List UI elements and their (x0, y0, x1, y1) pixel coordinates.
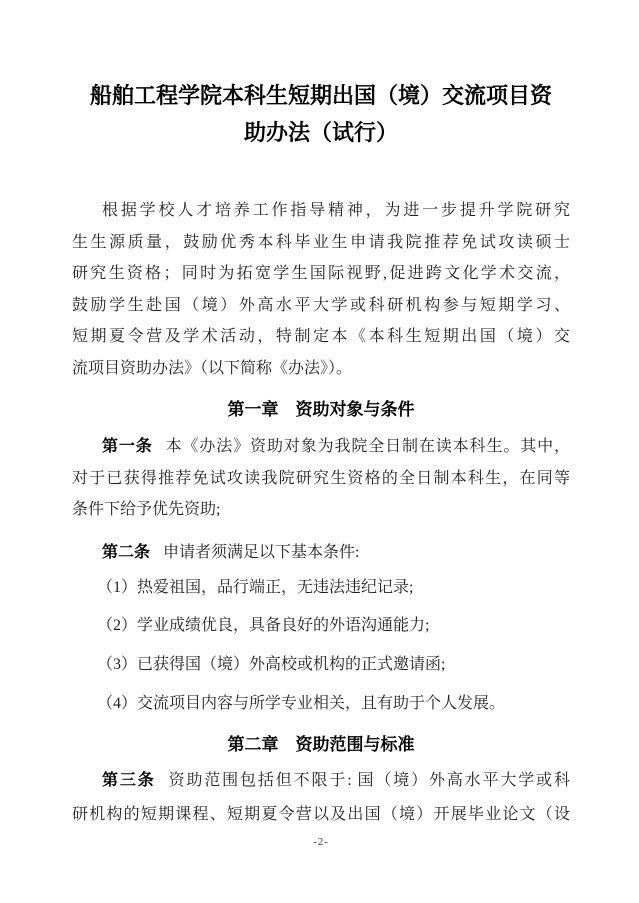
intro-line: 鼓励学生赴国（境）外高水平大学或科研机构参与短期学习、 (72, 296, 570, 314)
condition-item-3: （3）已获得国（境）外高校或机构的正式邀请函; (97, 656, 446, 674)
document-title-line-2: 助办法（试行） (243, 120, 398, 145)
chapter-1-heading: 第一章 资助对象与条件 (227, 399, 415, 419)
intro-line: 流项目资助办法》（以下简称《办法》）。 (72, 359, 353, 377)
article-2-label: 第二条 (102, 543, 151, 561)
chapter-2-heading: 第二章 资助范围与标准 (227, 734, 415, 754)
article-2-paragraph (72, 537, 570, 569)
condition-item-2: （2）学业成绩优良，具备良好的外语沟通能力; (97, 617, 430, 635)
article-1-label: 第一条 (102, 438, 153, 456)
intro-line: 根据学校人才培养工作指导精神，为进一步提升学院研究 (102, 202, 570, 219)
article-3-label: 第三条 (102, 772, 156, 790)
intro-line: 短期夏令营及学术活动，特制定本《本科生短期出国（境）交 (72, 328, 570, 346)
article-1-paragraph (72, 431, 570, 526)
article-1-line: 条件下给予优先资助; (72, 501, 221, 519)
article-3-paragraph (72, 764, 570, 832)
intro-line: 生生源质量，鼓励优秀本科毕业生申请我院推荐免试攻读硕士 (72, 233, 570, 251)
page-number: -2- (313, 836, 329, 849)
article-1-line (72, 431, 570, 463)
article-1-text: 本《办法》资助对象为我院全日制在读本科生。其中， (165, 438, 570, 456)
article-2-line (72, 537, 570, 569)
article-2-text: 申请者须满足以下基本条件: (163, 543, 360, 561)
condition-item-1: （1）热爱祖国，品行端正，无违法违纪记录; (97, 578, 414, 596)
intro-paragraph (72, 195, 570, 385)
condition-item-4: （4）交流项目内容与所学专业相关，且有助于个人发展。 (97, 694, 506, 712)
article-1-line: 对于已获得推荐免试攻读我院研究生资格的全日制本科生，在同等 (72, 469, 570, 487)
article-2-item-list (72, 569, 570, 724)
document-title (58, 77, 584, 151)
document-title-line-1: 船舶工程学院本科生短期出国（境）交流项目资 (89, 83, 552, 108)
intro-line: 研究生资格；同时为拓宽学生国际视野,促进跨文化学术交流， (72, 265, 570, 283)
article-3-text: 资助范围包括但不限于: 国（境）外高水平大学或科 (168, 772, 570, 790)
article-3-line (72, 764, 570, 798)
article-3-line: 研机构的短期课程、短期夏令营以及出国（境）开展毕业论文（设 (72, 806, 570, 824)
